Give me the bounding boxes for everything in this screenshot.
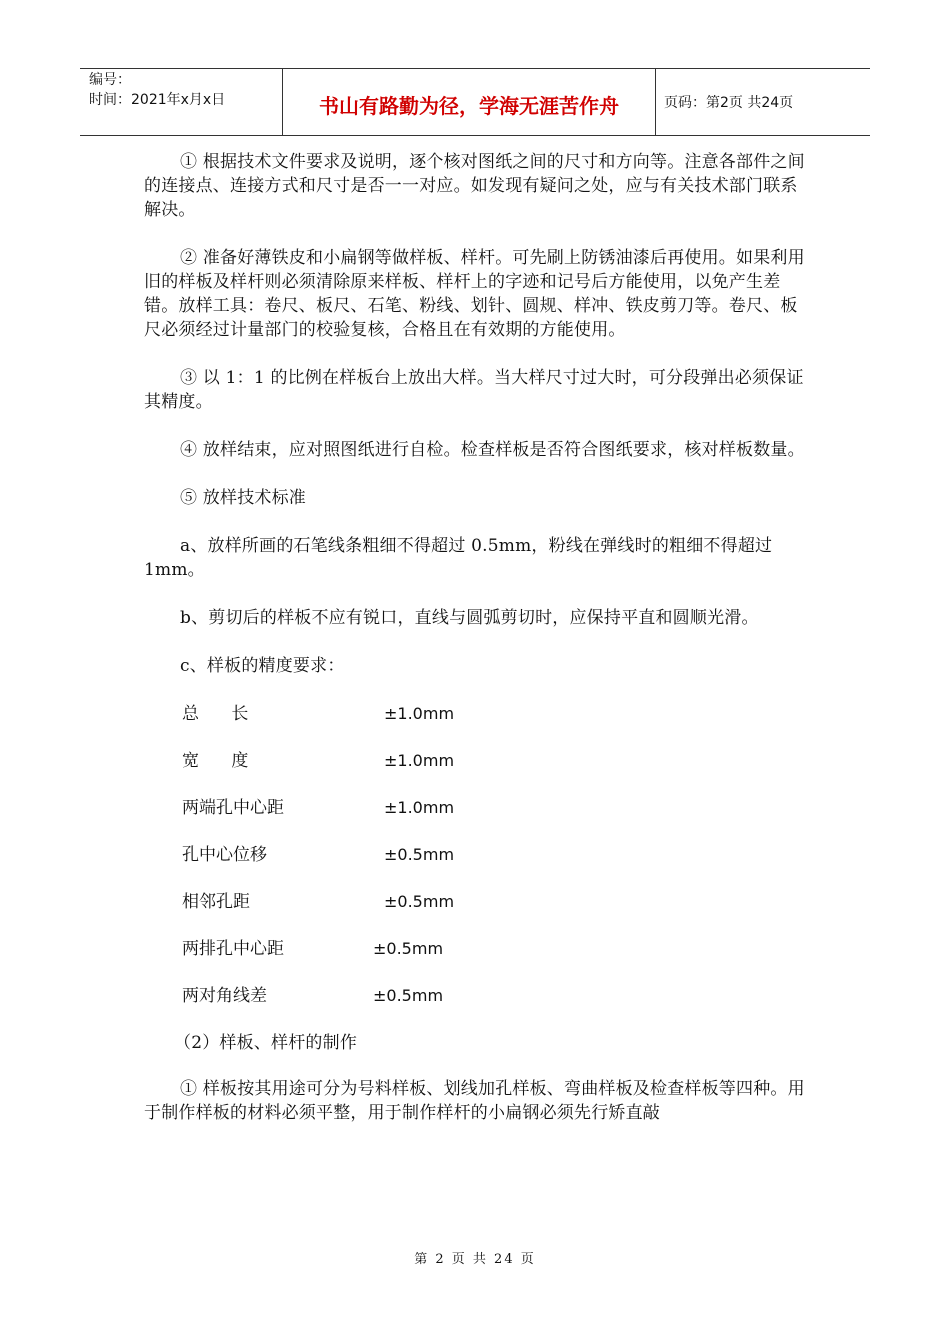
header-page-info: 页码：第2页 共24页	[664, 95, 794, 111]
spec-value: ±0.5mm	[373, 939, 444, 958]
spec-value: ±0.5mm	[384, 892, 455, 911]
paragraph-5: ⑤ 放样技术标准	[180, 488, 307, 508]
spec-row	[144, 749, 814, 796]
precision-spec-table	[144, 702, 814, 1031]
header-divider-left	[282, 68, 283, 135]
paragraph-1: ① 根据技术文件要求及说明，逐个核对图纸之间的尺寸和方向等。注意各部件之间的连接点、连接方式和尺寸是否一一对应。如发现有疑问之处，应与有关技术部门联系解决。	[144, 152, 805, 220]
document-date: 时间：2021年x月x日	[89, 92, 226, 108]
spec-label: 两排孔中心距	[182, 939, 284, 959]
paragraph-3: ③ 以 1：1 的比例在样板台上放出大样。当大样尺寸过大时，可分段弹出必须保证其精度。	[144, 368, 804, 412]
paragraph-7: b、剪切后的样板不应有锐口，直线与圆弧剪切时，应保持平直和圆顺光滑。	[180, 608, 759, 628]
spec-row	[144, 937, 814, 984]
document-body	[144, 150, 814, 1149]
header-divider-right	[655, 68, 656, 135]
paragraph-8: c、样板的精度要求：	[180, 656, 345, 676]
spec-row	[144, 702, 814, 749]
header-left-block	[89, 70, 225, 110]
paragraph-9: ① 样板按其用途可分为号料样板、划线加孔样板、弯曲样板及检查样板等四种。用于制作样板的材料必须平整，用于制作样杆的小扁钢必须先行矫直敲	[144, 1079, 805, 1123]
spec-label: 相邻孔距	[182, 892, 250, 912]
header-bottom-rule	[80, 135, 870, 136]
spec-row	[144, 843, 814, 890]
spec-label: 两端孔中心距	[182, 798, 284, 818]
spec-label: 宽 度	[182, 751, 249, 771]
paragraph-4: ④ 放样结束，应对照图纸进行自检。检查样板是否符合图纸要求，核对样板数量。	[180, 440, 805, 460]
paragraph-2: ② 准备好薄铁皮和小扁钢等做样板、样杆。可先刷上防锈油漆后再使用。如果利用旧的样板及样杆则必须清除原来样板、样杆上的字迹和记号后方能使用，以免产生差错。放样工具：卷尺、板尺、石笔、粉线、划针、圆规、样冲、铁皮剪刀等。卷尺、板尺必须经过计量部门的校验复核，合格且在有效期的方能使用。	[144, 248, 805, 340]
spec-value: ±1.0mm	[384, 751, 455, 770]
paragraph-6: a、放样所画的石笔线条粗细不得超过 0.5mm，粉线在弹线时的粗细不得超过 1mm。	[144, 536, 773, 580]
spec-value: ±1.0mm	[384, 704, 455, 723]
spec-value: ±0.5mm	[373, 986, 444, 1005]
spec-label: 总 长	[182, 704, 249, 724]
page-footer: 第 2 页 共 24 页	[414, 1252, 536, 1267]
spec-label: 两对角线差	[182, 986, 267, 1006]
header-top-rule	[80, 68, 870, 69]
section-heading: （2）样板、样杆的制作	[174, 1033, 358, 1053]
spec-row	[144, 984, 814, 1031]
header-motto: 书山有路勤为径，学海无涯苦作舟	[319, 94, 619, 118]
document-number-label: 编号：	[89, 72, 131, 88]
spec-value: ±0.5mm	[384, 845, 455, 864]
spec-value: ±1.0mm	[384, 798, 455, 817]
spec-row	[144, 890, 814, 937]
spec-label: 孔中心位移	[182, 845, 267, 865]
spec-row	[144, 796, 814, 843]
